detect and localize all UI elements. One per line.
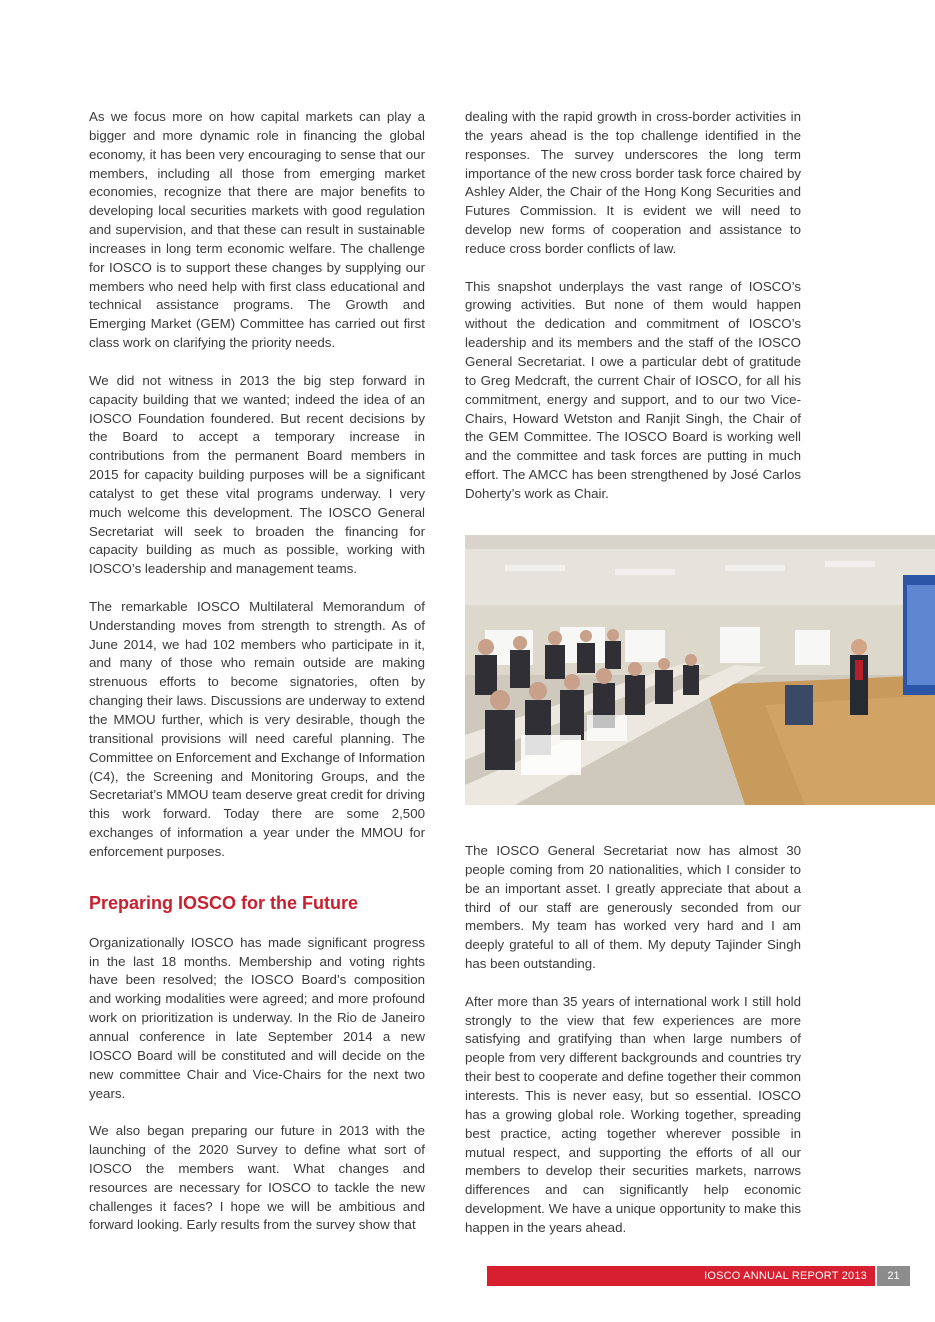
left-paragraph-3: The remarkable IOSCO Multilateral Memorandum of Understanding moves from strength to strength. As of June 2014, we had 102 members who participate in it, and many of those who remain outside are making strenuous efforts to become signatories, often by changing their laws. Discussions are underway to extend the MMOU further, which is very desirable, though the transitional provisions will need careful planning. The Committee on Enforcement and Exchange of Information (C4), the Screening and Monitoring Groups, and the Secretariat’s MMOU team deserve great credit for driving this work forward. Today there are some 2,500 exchanges of information a year under the MMOU for enforcement purposes. bbox=[89, 598, 425, 859]
footer-report-label: IOSCO ANNUAL REPORT 2013 bbox=[487, 1266, 875, 1286]
left-paragraph-5: We also began preparing our future in 2013 with the launching of the 2020 Survey to define what sort of IOSCO the members want. What changes and resources are necessary for IOSCO to tackle the new challenges it faces? I hope we will be ambitious and forward looking. Early results from the survey show that bbox=[89, 1123, 425, 1233]
left-paragraph-4: Organizationally IOSCO has made significant progress in the last 18 months. Membership and voting rights have been resolved; the IOSCO Board’s composition and working modalities were agreed; and more profound work on prioritization is underway. In the Rio de Janeiro annual conference in late September 2014 a new IOSCO Board will be constituted and will decide on the new committee Chair and Vice-Chairs for the next two years. bbox=[89, 934, 425, 1101]
right-column-bottom bbox=[465, 842, 801, 1257]
right-column-top bbox=[465, 108, 801, 523]
left-paragraph-1: As we focus more on how capital markets can play a bigger and more dynamic role in financing the global economy, it has been very encouraging to sense that our members, including all those from emerging market economies, recognize that there are major benefits to developing local securities markets with good regulation and supervision, and that these can result in sustainable increases in long term economic welfare. The challenge for IOSCO is to support these changes by supplying our members who need help with first class educational and technical assistance programs. The Growth and Emerging Market (GEM) Committee has carried out first class work on clarifying the priority needs. bbox=[89, 109, 425, 351]
right-paragraph-1: dealing with the rapid growth in cross-border activities in the years ahead is the top challenge identified in the responses. The survey underscores the long term importance of the new cross border task force chaired by Ashley Alder, the Chair of the Hong Kong Securities and Futures Commission. It is evident we will need to develop new forms of cooperation and assistance to reduce cross border conflicts of law. bbox=[465, 109, 801, 256]
left-column bbox=[89, 108, 425, 1254]
right-paragraph-4: After more than 35 years of international work I still hold strongly to the view that few experiences are more satisfying and gratifying than when large numbers of people from very different backgrounds and countries try their best to cooperate and define together their common interests. This is never easy, but so essential. IOSCO has a growing global role. Working together, spreading best practice, acting together wherever possible in mutual respect, and supporting the efforts of all our members to develop their securities markets, narrows differences and can significantly help economic development. We have a unique opportunity to make this happen in the years ahead. bbox=[465, 993, 801, 1235]
page-number: 21 bbox=[877, 1266, 910, 1286]
section-heading: Preparing IOSCO for the Future bbox=[89, 892, 359, 913]
conference-photo bbox=[465, 535, 935, 805]
right-paragraph-3: The IOSCO General Secretariat now has almost 30 people coming from 20 nationalities, which I consider to be an important asset. I greatly appreciate that about a third of our staff are generously seconded from our members. My team has worked very hard and I am deeply grateful to all of them. My deputy Tajinder Singh has been outstanding. bbox=[465, 843, 801, 972]
left-paragraph-2: We did not witness in 2013 the big step forward in capacity building that we wanted; indeed the idea of an IOSCO Foundation foundered. But recent decisions by the Board to accept a temporary increase in contributions from the permanent Board members in 2015 for capacity building purposes will be a significant catalyst to get these vital programs underway. I very much welcome this development. The IOSCO General Secretariat will seek to broaden the financing for capacity building as much as possible, working with IOSCO’s leadership and management teams. bbox=[89, 372, 425, 577]
conference-photo-illustration bbox=[465, 535, 935, 805]
right-paragraph-2: This snapshot underplays the vast range of IOSCO’s growing activities. But none of them would happen without the dedication and commitment of IOSCO’s leadership and its members and the staff of the IOSCO General Secretariat. I owe a particular debt of gratitude to Greg Medcraft, the current Chair of IOSCO, for all his commitment, energy and support, and to our two Vice-Chairs, Howard Wetston and Ranjit Singh, the Chair of the GEM Committee. The IOSCO Board is working well and the committee and task forces are putting in much effort. The AMCC has been strengthened by José Carlos Doherty’s work as Chair. bbox=[465, 278, 801, 501]
